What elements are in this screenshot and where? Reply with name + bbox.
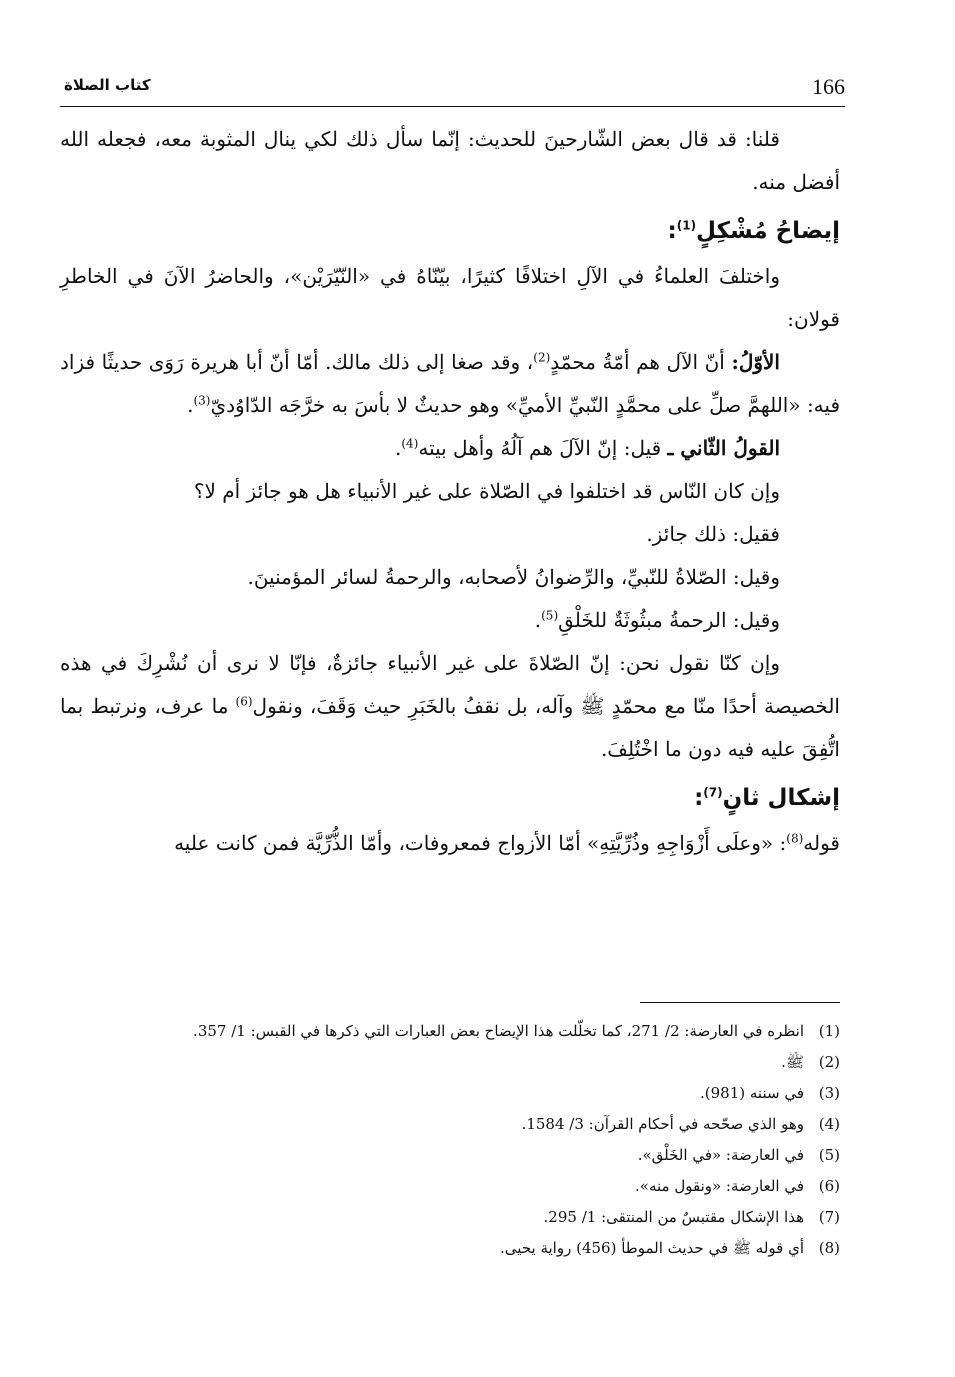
text-run: : «وعلَى أَزْوَاجِهِ وذُرِّيَّتِهِ» أمّا الأزواج فمعروفات، وأمّا الذُّرِّيَّة فمن كانت عليه [174,831,787,855]
text-run: . [187,393,194,417]
header-divider [60,106,845,107]
main-text [60,118,840,865]
footnote-text: هذا الإشكال مقتبسٌ من المنتقى: 1/ 295. [543,1208,804,1226]
paragraph-1: قلنا: قد قال بعض الشّارحينَ للحديث: إنّما سأل ذلك لكي ينال المثوبة معه، فجعله الله أفضل منه. [60,127,840,194]
footnote-ref: (2) [533,350,551,365]
paragraph-8 [60,599,840,642]
footnote-ref: (6) [235,694,253,709]
footnote-ref: (1) [676,218,697,233]
footnote-item [60,1047,840,1078]
footnote-number: (7) [818,1208,840,1226]
paragraph-3 [60,341,840,427]
footnote-number: (3) [818,1084,840,1102]
paragraph-6: فقيل: ذلك جائز. [646,522,780,546]
paragraph-5: وإن كان النّاس قد اختلفوا في الصّلاة على غير الأنبياء هل هو جائز أم لا؟ [193,479,780,503]
text-run: وقيل: الرحمةُ مبثُوثَةٌ للخَلْقِ [558,608,780,632]
text-run: . [394,436,402,460]
text-run: ما عرف، ونرتبط بما اتُّفِقَ عليه فيه دون ما اخْتُلِفَ. [60,694,840,761]
footnote-item [60,1016,840,1047]
footnote-item [60,1171,840,1202]
footnote-item [60,1202,840,1233]
footnote-text: في سننه (981). [700,1084,804,1102]
footnote-text: في العارضة: «ونقول منه». [635,1177,804,1195]
footnote-number: (8) [818,1239,840,1257]
running-title: كتاب الصلاة [64,76,151,94]
text-run: قوله [803,831,840,855]
section-heading-1 [60,210,840,253]
footnote-number: (5) [818,1146,840,1164]
paragraph-9 [60,642,840,771]
page-header [60,70,845,104]
footnote-item [60,1078,840,1109]
text-run: وإن كنّا نقول نحن: إنّ الصّلاةَ على غير الأنبياء جائزةٌ، فإنّا لا نرى أن نُشْرِكَ في هذه الخصيصة أحدًا منّا مع محمّدٍ ﷺ وآله، بل نقفُ بالخَبَرِ حيث وَقَفَ، ونقول [60,651,840,718]
lead-term: القولُ الثّاني ـ [667,436,780,460]
footnote-ref: (4) [401,436,419,451]
heading-colon: : [667,218,677,244]
footnote-number: (6) [818,1177,840,1195]
footnote-text: انظره في العارضة: 2/ 271، كما تخلّلت هذا الإيضاح بعض العبارات التي ذكرها في القبس: 1/ 357. [193,1022,804,1040]
footnote-item [60,1233,840,1264]
footnote-item [60,1109,840,1140]
page-number: 166 [812,74,845,99]
footnote-number: (2) [818,1053,840,1071]
footnote-ref: (3) [193,393,211,408]
text-run: أنّ الآل هم أمّةُ محمّدٍ [550,350,732,374]
footnote-text: أي قوله ﷺ في حديث الموطأ (456) رواية يحيى. [500,1239,804,1257]
footnote-item [60,1140,840,1171]
footnote-text: وهو الذي صحّحه في أحكام القرآن: 3/ 1584. [521,1115,804,1133]
text-run: ، وقد صغا إلى ذلك مالك. أمّا أنّ أبا هريرة رَوَى حديثًا فزاد فيه: «اللهمَّ صلِّ على محمَّدٍ النّبيِّ الأميِّ» وهو حديثٌ لا بأسَ به خرَّجَه الدّاوُديّ [60,350,840,417]
paragraph-10 [60,822,840,865]
heading-text: إشكال ثانٍ [722,785,840,811]
footnote-divider [640,1002,840,1003]
footnote-ref: (8) [786,831,804,846]
footnote-ref: (7) [703,785,723,800]
heading-text: إيضاحُ مُشْكِلٍ [696,218,840,244]
paragraph-2: واختلفَ العلماءُ في الآلِ اختلافًا كثيرًا، بيّنّاهُ في «النّيّرَيْن»، والحاضرُ الآنَ في الخاطرِ قولان: [60,264,840,331]
footnote-ref: (5) [541,608,559,623]
heading-colon: : [694,785,704,811]
paragraph-4 [60,427,840,470]
paragraph-7: وقيل: الصّلاةُ للنّبيِّ، والرِّضوانُ لأصحابه، والرحمةُ لسائر المؤمنينَ. [247,565,780,589]
section-heading-2 [60,777,840,820]
footnotes [60,1016,840,1264]
text-run: قيل: إنّ الآلَ هم آلُهُ وأهل بيته [418,436,668,460]
footnote-number: (4) [818,1115,840,1133]
footnote-text: في العارضة: «في الخَلْق». [637,1146,804,1164]
footnote-number: (1) [818,1022,840,1040]
text-run: . [534,608,542,632]
footnote-text: ﷺ. [781,1053,804,1071]
lead-term: الأوّلُ: [731,350,780,374]
